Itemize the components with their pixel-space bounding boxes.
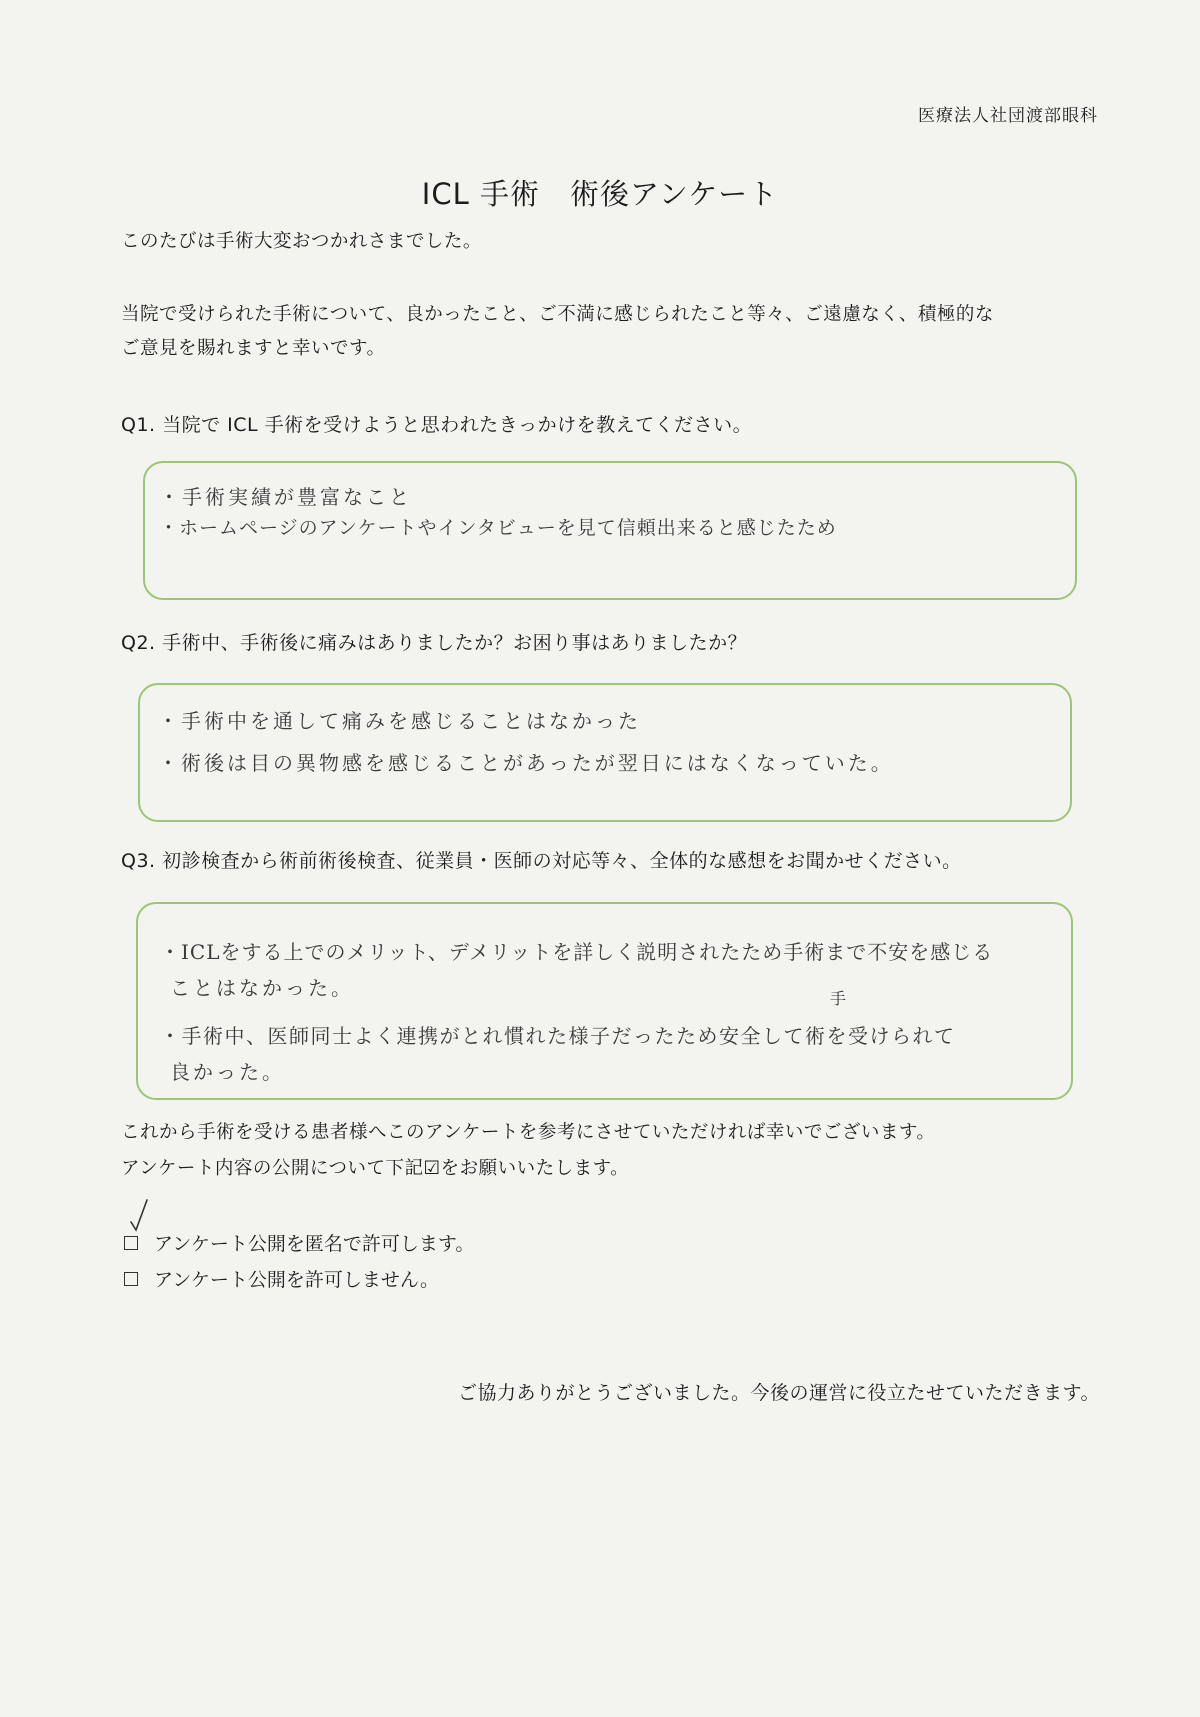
clinic-name: 医療法人社団渡部眼科 [918,106,1098,126]
page-title: ICL 手術 術後アンケート [421,177,779,211]
answer-1-line-1: ・手術実績が豊富なこと [159,485,412,509]
intro-greeting: このたびは手術大変おつかれさまでした。 [121,231,482,252]
insertion-mark: 手 [830,989,847,1008]
option-disallow-label: アンケート公開を許可しません。 [154,1269,440,1291]
intro-request-line2: ご意見を賜れますと幸いです。 [121,338,386,359]
handwritten-check-icon [127,1198,151,1232]
option-anonymous-allow-label: アンケート公開を匿名で許可します。 [154,1233,475,1255]
footer-message-line2: アンケート内容の公開について下記☑をお願いいたします。 [121,1158,630,1179]
footer-message-line1: これから手術を受ける患者様へこのアンケートを参考にさせていただければ幸いでございます。 [121,1122,936,1143]
option-anonymous-allow[interactable] [124,1229,474,1256]
answer-1-line-2: ・ホームページのアンケートやインタビューを見て信頼出来ると感じたため [159,517,837,539]
answer-3-line-1: ・ICLをする上でのメリット、デメリットを詳しく説明されたため手術まで不安を感じる [160,940,994,964]
intro-request-line1: 当院で受けられた手術について、良かったこと、ご不満に感じられたこと等々、ご遠慮なく、積極的な [121,304,994,325]
answer-2-line-1: ・手術中を通して痛みを感じることはなかった [158,709,641,733]
answer-2-line-2: ・術後は目の異物感を感じることがあったが翌日にはなくなっていた。 [158,751,894,775]
question-3: Q3. 初診検査から術前術後検査、従業員・医師の対応等々、全体的な感想をお聞かせください。 [121,850,962,872]
answer-box-2 [138,683,1072,822]
checkbox-checked-icon[interactable] [124,1236,138,1250]
checkbox-empty-icon[interactable] [124,1272,138,1286]
question-2: Q2. 手術中、手術後に痛みはありましたか？お困り事はありましたか？ [121,632,748,654]
answer-box-1 [143,461,1077,600]
option-disallow[interactable] [124,1265,439,1292]
answer-3-line-4: 良かった。 [170,1060,285,1084]
answer-3-line-2: ことはなかった。 [170,976,354,1000]
answer-3-line-3: ・手術中、医師同士よく連携がとれ慣れた様子だったため安全して術を受けられて [160,1024,956,1048]
question-1: Q1. 当院で ICL 手術を受けようと思われたきっかけを教えてください。 [121,414,753,436]
closing-message: ご協力ありがとうございました。今後の運営に役立たせていただきます。 [458,1382,1100,1404]
answer-box-3 [136,902,1073,1100]
